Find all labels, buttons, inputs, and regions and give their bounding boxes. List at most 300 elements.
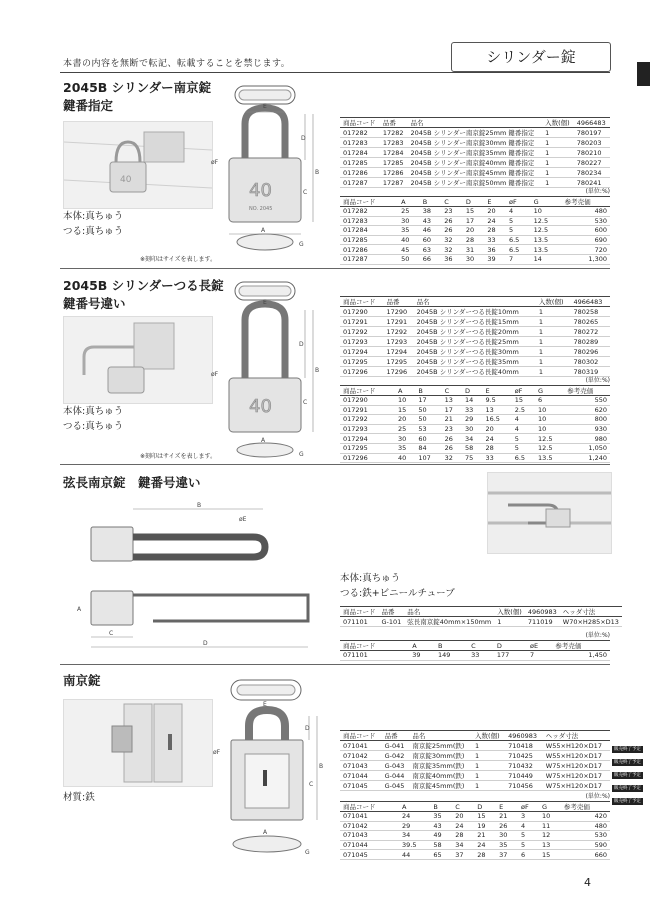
table-cell: 2045B シリンダー南京錠40mm 鍵番指定	[408, 158, 543, 168]
table-cell: 35	[430, 812, 452, 822]
table-cell: 50	[415, 415, 441, 425]
table-cell: 2045B シリンダー南京錠35mm 鍵番指定	[408, 148, 543, 158]
table-row	[340, 850, 610, 860]
table-row	[340, 651, 610, 661]
table-cell: 5	[518, 831, 539, 841]
material-body: 本体:真ちゅう	[63, 211, 124, 222]
table-cell: 1	[472, 761, 505, 771]
dim-label-f: øF	[211, 371, 219, 378]
table-cell: 780210	[574, 148, 610, 158]
table-cell: 24	[399, 812, 430, 822]
table-cell: 7	[527, 651, 552, 661]
table-cell: 780241	[574, 178, 610, 188]
table-cell: 12	[539, 831, 561, 841]
table-cell: 31	[463, 245, 485, 255]
table-cell: 2045B シリンダー南京錠45mm 鍵番指定	[408, 168, 543, 178]
table-cell: 53	[415, 424, 441, 434]
table-cell: 780272	[570, 327, 610, 337]
table-cell: 17290	[383, 307, 413, 317]
table-cell: 15	[512, 396, 535, 406]
table-cell: 39	[484, 254, 506, 264]
long-lock-diagram	[63, 495, 323, 655]
table-cell: 1	[472, 741, 505, 751]
table-cell: 14	[531, 254, 562, 264]
table-cell: 071045	[340, 850, 399, 860]
product-photo	[63, 316, 213, 404]
table-cell: 017284	[340, 226, 398, 236]
dim-label-c: C	[303, 189, 308, 196]
dim-label-e: E	[263, 701, 267, 708]
table-cell: 23	[441, 207, 463, 217]
table-row	[340, 751, 610, 761]
table-cell: 17296	[383, 367, 413, 377]
table-row	[340, 148, 610, 158]
table-cell: 南京錠40mm(鉄)	[409, 771, 472, 781]
svg-text:40: 40	[249, 180, 272, 201]
table-cell: 43	[420, 216, 442, 226]
column-header: 品名	[414, 297, 536, 307]
table-cell: 36	[441, 254, 463, 264]
table-cell: 13	[442, 396, 462, 406]
table-cell: 420	[561, 812, 610, 822]
iron-padlock-photo-illustration	[64, 700, 212, 786]
table-cell: 33	[482, 453, 511, 463]
dim-label-b: B	[197, 502, 202, 509]
table-cell: 017294	[340, 434, 395, 444]
dim-label-c: C	[109, 630, 114, 637]
table-cell: 780296	[570, 347, 610, 357]
table-cell: 017296	[340, 367, 383, 377]
column-header: 入数(個)	[472, 731, 505, 741]
table-cell: 23	[442, 424, 462, 434]
table-cell: 10	[535, 424, 564, 434]
material-body: 材質:鉄	[63, 792, 95, 803]
table-cell: 017282	[340, 207, 398, 217]
column-header: C	[442, 386, 462, 396]
table-cell: 37	[452, 850, 474, 860]
table-row	[340, 812, 610, 822]
table-cell: 28	[474, 850, 496, 860]
table-cell: 12.5	[535, 434, 564, 444]
table-row	[340, 307, 610, 317]
table-cell: 017291	[340, 405, 395, 415]
table-cell: 17287	[380, 178, 408, 188]
table-cell: 071042	[340, 821, 399, 831]
column-header: 品番	[382, 731, 410, 741]
column-header: øE	[527, 641, 552, 651]
table-row	[340, 226, 610, 236]
table-cell: 13.5	[535, 453, 564, 463]
column-header: D	[474, 802, 496, 812]
table-row	[340, 245, 610, 255]
dim-label-d: D	[299, 341, 304, 348]
table-cell: 1	[536, 327, 571, 337]
table-cell: 660	[561, 850, 610, 860]
table-cell: 33	[484, 235, 506, 245]
table-cell: 75	[462, 453, 482, 463]
size-note: ※刻印はサイズを表します。	[140, 256, 217, 263]
product-table	[340, 606, 622, 627]
table-cell: 34	[399, 831, 430, 841]
dimension-table	[340, 640, 610, 661]
dim-label-b: B	[315, 169, 320, 176]
table-row	[340, 254, 610, 264]
table-cell: 66	[420, 254, 442, 264]
table-cell: W75×H120×D17	[543, 781, 610, 791]
dim-label-c: C	[303, 399, 308, 406]
table-cell: 25	[395, 424, 415, 434]
table-cell: 780302	[570, 357, 610, 367]
table-cell: 780234	[574, 168, 610, 178]
table-cell: 1	[494, 617, 525, 627]
table-cell: 017286	[340, 168, 380, 178]
table-cell: 690	[562, 235, 610, 245]
unit-note: (単位:%)	[585, 793, 610, 800]
table-row	[340, 434, 610, 444]
table-cell: G-045	[382, 781, 410, 791]
table-cell: 2045B シリンダーつる長錠10mm	[414, 307, 536, 317]
table-cell: 29	[399, 821, 430, 831]
column-header: øF	[506, 197, 531, 207]
table-cell: 4	[512, 415, 535, 425]
dim-label-f: øF	[211, 159, 219, 166]
table-cell: 1	[472, 751, 505, 761]
table-cell: 1	[542, 128, 574, 138]
section-subtitle: 鍵番号違い	[63, 296, 126, 311]
dim-label-g: G	[305, 849, 310, 856]
table-cell: 17	[442, 405, 462, 415]
dim-label-g: G	[299, 451, 304, 458]
table-cell: 25	[398, 207, 420, 217]
table-cell: 10	[531, 207, 562, 217]
table-cell: 2045B シリンダー南京錠30mm 鍵番指定	[408, 138, 543, 148]
table-cell: 2045B シリンダー南京錠50mm 鍵番指定	[408, 178, 543, 188]
table-cell: 1	[472, 781, 505, 791]
table-cell: 530	[562, 216, 610, 226]
dimension-table	[340, 196, 610, 265]
column-header: 入数(個)	[494, 607, 525, 617]
table-cell: 17	[415, 396, 441, 406]
divider	[60, 464, 610, 465]
table-row	[340, 207, 610, 217]
material-body: 本体:真ちゅう	[63, 406, 124, 417]
table-row	[340, 347, 610, 357]
product-photo	[63, 121, 213, 209]
table-cell: 1,240	[564, 453, 610, 463]
divider	[60, 268, 610, 269]
discontinued-badge: 販売終了予定	[614, 786, 641, 791]
table-row	[340, 337, 610, 347]
table-cell: 46	[420, 226, 442, 236]
table-cell: 43	[430, 821, 452, 831]
table-cell: 710449	[505, 771, 543, 781]
table-cell: 017296	[340, 453, 395, 463]
column-header: 4966483	[574, 118, 610, 128]
table-cell: 10	[535, 415, 564, 425]
material-body: 本体:真ちゅう	[340, 573, 401, 584]
padlock-diagram	[205, 84, 335, 262]
table-cell: 780227	[574, 158, 610, 168]
table-cell: 33	[468, 651, 494, 661]
table-cell: 40	[398, 235, 420, 245]
iron-padlock-diagram	[205, 676, 337, 862]
table-cell: 16.5	[482, 415, 511, 425]
table-row	[340, 761, 610, 771]
table-cell: 15	[463, 207, 485, 217]
column-header: E	[482, 386, 511, 396]
product-table	[340, 730, 610, 791]
table-cell: 1	[542, 158, 574, 168]
table-cell: 017290	[340, 307, 383, 317]
table-cell: 710425	[505, 751, 543, 761]
column-header: A	[398, 197, 420, 207]
table-cell: G-101	[379, 617, 405, 627]
table-cell: 26	[496, 821, 518, 831]
table-cell: 24	[484, 216, 506, 226]
section-title: 2045B シリンダーつる長錠	[63, 278, 224, 293]
table-cell: W70×H285×D13	[560, 617, 622, 627]
table-row	[340, 771, 610, 781]
table-cell: 780319	[570, 367, 610, 377]
table-cell: 32	[441, 235, 463, 245]
table-cell: 780265	[570, 317, 610, 327]
column-header: 参考売価	[562, 197, 610, 207]
svg-text:40: 40	[249, 396, 272, 417]
table-cell: G-041	[382, 741, 410, 751]
table-cell: 29	[462, 415, 482, 425]
dim-label-a: A	[263, 829, 268, 836]
table-cell: 45	[398, 245, 420, 255]
table-cell: 17286	[380, 168, 408, 178]
table-cell: 13.5	[531, 245, 562, 255]
table-cell: 13.5	[531, 235, 562, 245]
column-header: A	[395, 386, 415, 396]
column-header: 商品コード	[340, 802, 399, 812]
table-cell: 32	[442, 453, 462, 463]
table-cell: 017283	[340, 138, 380, 148]
table-cell: 480	[561, 821, 610, 831]
table-cell: 620	[564, 405, 610, 415]
table-cell: W75×H120×D17	[543, 761, 610, 771]
table-cell: 30	[462, 424, 482, 434]
table-row	[340, 781, 610, 791]
table-cell: 17295	[383, 357, 413, 367]
table-cell: 2045B シリンダーつる長錠15mm	[414, 317, 536, 327]
table-cell: 930	[564, 424, 610, 434]
table-cell: G-042	[382, 751, 410, 761]
table-cell: G-043	[382, 761, 410, 771]
column-header: 商品コード	[340, 607, 379, 617]
table-cell: 20	[452, 812, 474, 822]
column-header: A	[409, 641, 435, 651]
table-row	[340, 405, 610, 415]
table-cell: 38	[420, 207, 442, 217]
table-cell: 530	[561, 831, 610, 841]
table-cell: 149	[435, 651, 468, 661]
product-table	[340, 296, 610, 377]
column-header: 参考売価	[564, 386, 610, 396]
table-cell: 2.5	[512, 405, 535, 415]
column-header: G	[539, 802, 561, 812]
table-cell: 017282	[340, 128, 380, 138]
table-cell: 84	[415, 443, 441, 453]
table-cell: 590	[561, 840, 610, 850]
table-cell: 1,450	[552, 651, 610, 661]
column-header: 商品コード	[340, 118, 380, 128]
table-cell: 12.5	[535, 443, 564, 453]
column-header: 4960983	[525, 607, 560, 617]
table-row	[340, 317, 610, 327]
table-cell: 1	[542, 148, 574, 158]
dim-label-d: D	[203, 640, 208, 647]
table-cell: 35	[395, 443, 415, 453]
table-cell: 1	[536, 337, 571, 347]
table-row	[340, 216, 610, 226]
padlock-photo-illustration	[64, 122, 212, 208]
dim-label-d: D	[305, 725, 310, 732]
table-cell: 1	[542, 168, 574, 178]
table-cell: 21	[442, 415, 462, 425]
column-header: C	[468, 641, 494, 651]
table-cell: 1	[536, 357, 571, 367]
table-cell: 071044	[340, 771, 382, 781]
table-row	[340, 235, 610, 245]
table-cell: 49	[430, 831, 452, 841]
unit-note: (単位:%)	[585, 632, 610, 639]
column-header: G	[535, 386, 564, 396]
table-cell: 19	[474, 821, 496, 831]
table-cell: 017295	[340, 443, 395, 453]
dimension-table	[340, 801, 610, 860]
table-cell: 5	[518, 840, 539, 850]
table-cell: 弦長南京錠40mm×150mm	[404, 617, 494, 627]
table-cell: 2045B シリンダーつる長錠20mm	[414, 327, 536, 337]
table-cell: 34	[452, 840, 474, 850]
product-table	[340, 117, 610, 188]
table-cell: 15	[539, 850, 561, 860]
table-cell: 017285	[340, 158, 380, 168]
table-cell: 6	[518, 850, 539, 860]
table-cell: 28	[484, 226, 506, 236]
section-title: 弦長南京錠 鍵番号違い	[63, 475, 201, 490]
table-row	[340, 128, 610, 138]
table-cell: 4	[512, 424, 535, 434]
table-cell: 6.5	[506, 235, 531, 245]
column-header: 品番	[383, 297, 413, 307]
table-cell: 17294	[383, 347, 413, 357]
table-cell: 1	[472, 771, 505, 781]
table-cell: 600	[562, 226, 610, 236]
material-shackle: つる:真ちゅう	[63, 226, 124, 237]
table-cell: 10	[539, 812, 561, 822]
table-cell: 710432	[505, 761, 543, 771]
dim-label-c: C	[309, 781, 314, 788]
table-row	[340, 443, 610, 453]
table-cell: 17285	[380, 158, 408, 168]
table-cell: 017293	[340, 337, 383, 347]
table-cell: 6	[535, 396, 564, 406]
column-header: ヘッダ寸法	[560, 607, 622, 617]
discontinued-badge: 販売終了予定	[614, 747, 641, 752]
table-cell: 017285	[340, 235, 398, 245]
table-cell: 4	[506, 207, 531, 217]
table-cell: 26	[441, 226, 463, 236]
product-photo	[63, 699, 213, 787]
table-cell: 11	[539, 821, 561, 831]
column-header: øF	[512, 386, 535, 396]
table-cell: 36	[484, 245, 506, 255]
table-cell: 58	[462, 443, 482, 453]
table-cell: 17	[463, 216, 485, 226]
column-header: 品名	[408, 118, 543, 128]
table-cell: 6.5	[506, 245, 531, 255]
table-cell: 20	[395, 415, 415, 425]
table-row	[340, 831, 610, 841]
section-title: 南京錠	[63, 673, 101, 688]
size-note: ※刻印はサイズを表します。	[140, 453, 217, 460]
table-cell: 12.5	[531, 226, 562, 236]
table-cell: 480	[562, 207, 610, 217]
table-cell: 710456	[505, 781, 543, 791]
column-header: 品名	[409, 731, 472, 741]
table-cell: 南京錠35mm(鉄)	[409, 761, 472, 771]
table-cell: 40	[395, 453, 415, 463]
table-cell: 20	[463, 226, 485, 236]
table-cell: 13	[482, 405, 511, 415]
table-cell: 28	[482, 443, 511, 453]
table-cell: G-044	[382, 771, 410, 781]
table-cell: 107	[415, 453, 441, 463]
dim-label-e: E	[263, 299, 267, 306]
table-cell: 711019	[525, 617, 560, 627]
column-header: 参考売価	[561, 802, 610, 812]
dim-label-g: G	[299, 241, 304, 248]
table-cell: 63	[420, 245, 442, 255]
table-cell: 1	[536, 307, 571, 317]
column-header: C	[452, 802, 474, 812]
dimension-table	[340, 385, 610, 463]
table-cell: 017287	[340, 178, 380, 188]
table-cell: 10	[395, 396, 415, 406]
table-cell: 017284	[340, 148, 380, 158]
table-cell: 071044	[340, 840, 399, 850]
column-header: B	[430, 802, 452, 812]
column-header: 品名	[404, 607, 494, 617]
table-cell: 26	[442, 434, 462, 444]
table-row	[340, 840, 610, 850]
table-cell: 24	[452, 821, 474, 831]
page-number: 4	[584, 876, 591, 889]
table-cell: 2045B シリンダーつる長錠25mm	[414, 337, 536, 347]
long-shackle-photo-illustration	[64, 317, 212, 403]
divider	[60, 72, 610, 73]
table-cell: 39	[409, 651, 435, 661]
column-header: øF	[518, 802, 539, 812]
table-cell: 26	[442, 443, 462, 453]
table-cell: 10	[535, 405, 564, 415]
dim-label-f: øF	[213, 749, 221, 756]
unit-note: (単位:%)	[585, 377, 610, 384]
column-header: B	[415, 386, 441, 396]
table-cell: 780197	[574, 128, 610, 138]
dim-label-a: A	[261, 437, 266, 444]
table-cell: 南京錠25mm(鉄)	[409, 741, 472, 751]
column-header: E	[484, 197, 506, 207]
table-cell: 017286	[340, 245, 398, 255]
table-cell: 3	[518, 812, 539, 822]
table-cell: 780203	[574, 138, 610, 148]
table-cell: 1	[536, 367, 571, 377]
